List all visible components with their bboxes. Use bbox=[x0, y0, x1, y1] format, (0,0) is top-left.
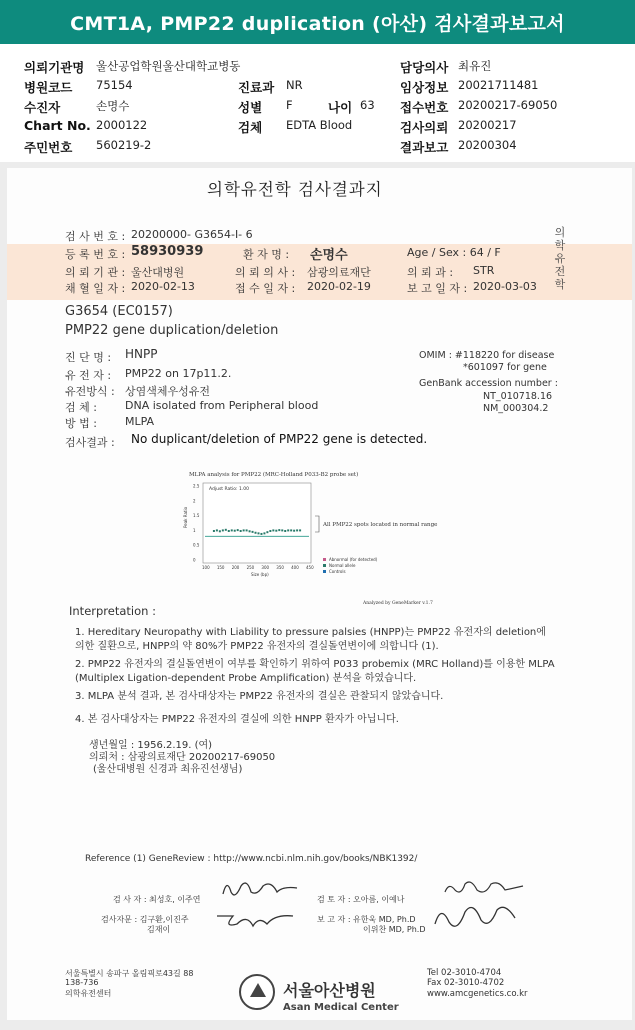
data-point bbox=[290, 529, 292, 531]
info-value: F bbox=[286, 98, 293, 112]
data-point bbox=[296, 529, 298, 531]
field-label: 환 자 명 : bbox=[243, 248, 290, 261]
field-label: 보 고 일 자 : bbox=[407, 282, 468, 295]
receive-date: 2020-02-19 bbox=[307, 280, 371, 293]
data-point bbox=[281, 529, 283, 531]
info-value: 최유진 bbox=[458, 59, 492, 73]
data-point bbox=[228, 530, 230, 532]
examiner: 검 사 자 : 최성호, 이주연 bbox=[113, 895, 201, 904]
interpretation-item: 3. MLPA 분석 결과, 본 검사대상자는 PMP22 유전자의 결실은 관찰되지 않았습니다. bbox=[75, 691, 444, 702]
requesting-doctor: 삼광의료재단 bbox=[307, 266, 371, 279]
genbank-id: NT_010718.16 bbox=[483, 391, 553, 402]
test-name: PMP22 gene duplication/deletion bbox=[65, 323, 279, 338]
gene: PMP22 on 17p11.2. bbox=[125, 367, 232, 380]
center-name: 의학유전센터 bbox=[65, 989, 112, 998]
data-point bbox=[272, 529, 274, 531]
report-heading: 의학유전학 검사결과지 bbox=[207, 180, 383, 199]
data-point bbox=[243, 529, 245, 531]
requesting-dept: STR bbox=[473, 264, 495, 277]
legend-swatch bbox=[323, 564, 326, 567]
data-point bbox=[257, 532, 259, 534]
field-label: 진 단 명 : bbox=[65, 351, 112, 364]
info-value: 손명수 bbox=[96, 99, 130, 113]
data-point bbox=[284, 530, 286, 532]
hospital-name-en: Asan Medical Center bbox=[283, 1002, 399, 1013]
diagnosis: HNPP bbox=[125, 347, 158, 361]
info-value: 20200217 bbox=[458, 118, 517, 132]
info-label: 검사의뢰 bbox=[400, 120, 449, 135]
info-value: 울산공업학원울산대학교병동 bbox=[96, 59, 241, 73]
report-banner bbox=[0, 0, 635, 44]
data-point bbox=[299, 529, 301, 531]
info-value: 63 bbox=[360, 98, 375, 112]
requesting-org: 울산대병원 bbox=[131, 266, 185, 279]
hospital-logo-icon bbox=[239, 974, 275, 1010]
data-point bbox=[213, 530, 215, 532]
data-point bbox=[222, 529, 224, 531]
info-label: 진료과 bbox=[238, 80, 275, 95]
y-tick-label: 2.5 bbox=[193, 483, 200, 489]
hospital-name-kr: 서울아산병원 bbox=[283, 981, 376, 1000]
data-point bbox=[240, 530, 242, 532]
y-tick-label: 0.5 bbox=[193, 542, 200, 548]
examiner-signature bbox=[217, 874, 307, 904]
legend-swatch bbox=[323, 558, 326, 561]
scanned-report bbox=[7, 168, 632, 1020]
x-tick-label: 300 bbox=[261, 565, 270, 570]
x-tick-label: 400 bbox=[291, 565, 299, 570]
info-label: 성별 bbox=[238, 100, 263, 115]
info-value: 560219-2 bbox=[96, 138, 152, 152]
info-value: EDTA Blood bbox=[286, 118, 353, 132]
data-point bbox=[269, 530, 271, 532]
info-label: 접수번호 bbox=[400, 100, 449, 115]
data-point bbox=[287, 529, 289, 531]
field-label: 의 뢰 의 사 : bbox=[235, 266, 296, 279]
side-label: 의학유전학 bbox=[554, 226, 566, 291]
age-sex: Age / Sex : 64 / F bbox=[407, 246, 501, 259]
x-tick-label: 350 bbox=[276, 565, 284, 570]
interpretation-item: 2. PMP22 유전자의 결실돌연변이 여부를 확인하기 위하여 P033 probemix (MRC Holland)를 이용한 MLPA (Multiplex Ligation-dependent Probe Amplification) 분석을 하였습니다. bbox=[75, 659, 555, 684]
data-point bbox=[231, 529, 233, 531]
info-label: Chart No. bbox=[24, 118, 91, 133]
data-point bbox=[263, 532, 265, 534]
field-label: 의 뢰 기 관 : bbox=[65, 266, 126, 279]
data-point bbox=[225, 529, 227, 531]
referring-doctor: (울산대병원 신경과 최유진선생님) bbox=[93, 764, 243, 775]
website: www.amcgenetics.co.kr bbox=[427, 989, 528, 999]
address: 서울특별시 송파구 올림픽로43길 88 bbox=[65, 969, 194, 978]
data-point bbox=[249, 530, 251, 532]
report-title: CMT1A, PMP22 duplication (아산) 검사결과보고서 bbox=[70, 12, 565, 35]
x-tick-label: 150 bbox=[216, 565, 225, 570]
data-point bbox=[246, 529, 248, 531]
referring-org: 의뢰처 : 삼광의료재단 20200217-69050 bbox=[89, 752, 276, 763]
x-tick-label: 200 bbox=[231, 565, 240, 570]
data-point bbox=[275, 530, 277, 532]
x-axis-label: Size (bp) bbox=[251, 572, 269, 577]
omim-gene: *601097 for gene bbox=[463, 362, 547, 373]
data-point bbox=[219, 530, 221, 532]
data-point bbox=[234, 530, 236, 532]
y-axis-label: Peak Ratio bbox=[183, 506, 188, 528]
postcode: 138-736 bbox=[65, 978, 99, 987]
data-point bbox=[255, 532, 257, 534]
data-point bbox=[252, 531, 254, 533]
x-tick-label: 100 bbox=[202, 565, 210, 570]
patient-name: 손명수 bbox=[310, 248, 348, 263]
data-point bbox=[237, 529, 239, 531]
reviewer: 검 토 자 : 오아름, 이예나 bbox=[317, 895, 405, 904]
field-label: 유전방식 : bbox=[65, 385, 115, 398]
test-code: G3654 (EC0157) bbox=[65, 304, 173, 319]
bracket bbox=[315, 516, 319, 532]
specimen: DNA isolated from Peripheral blood bbox=[125, 399, 319, 412]
result-label: 검사결과 : bbox=[65, 436, 115, 449]
test-number: 20200000- G3654-I- 6 bbox=[131, 228, 253, 241]
y-tick-label: 1.5 bbox=[193, 513, 200, 519]
info-label: 임상정보 bbox=[400, 80, 449, 95]
info-label: 검체 bbox=[238, 120, 263, 135]
chart-footer: Analyzed by GeneMarker v.1.7 bbox=[363, 601, 433, 606]
field-label: 의 뢰 과 : bbox=[407, 266, 454, 279]
fax: Fax 02-3010-4702 bbox=[427, 978, 505, 988]
method: MLPA bbox=[125, 415, 155, 428]
data-point bbox=[260, 533, 262, 535]
data-point bbox=[216, 529, 218, 531]
telephone: Tel 02-3010-4704 bbox=[427, 968, 502, 978]
field-label: 검 사 번 호 : bbox=[65, 230, 126, 243]
chart-annotation: All PMP22 spots located in normal range bbox=[323, 522, 438, 528]
y-tick-label: 0 bbox=[193, 557, 196, 563]
advisor-signature bbox=[213, 906, 303, 934]
report-date: 2020-03-03 bbox=[473, 280, 537, 293]
field-label: 접 수 일 자 : bbox=[235, 282, 296, 295]
legend-entry: Controls bbox=[329, 569, 346, 574]
x-tick-label: 450 bbox=[306, 565, 314, 570]
patient-info-panel bbox=[0, 44, 635, 162]
field-label: 채 혈 일 자 : bbox=[65, 282, 126, 295]
reporter-signature bbox=[427, 894, 527, 940]
field-label: 방 법 : bbox=[65, 417, 97, 430]
info-value: 20200304 bbox=[458, 138, 517, 152]
registration-number: 58930939 bbox=[131, 244, 204, 259]
reporter: 보 고 자 : 유한욱 MD, Ph.D bbox=[317, 915, 416, 924]
legend-entry: Normal allele bbox=[329, 563, 356, 568]
field-label: 유 전 자 : bbox=[65, 369, 112, 382]
info-label: 결과보고 bbox=[400, 140, 449, 155]
result-text: No duplicant/deletion of PMP22 gene is detected. bbox=[131, 432, 428, 446]
field-label: 검 체 : bbox=[65, 401, 97, 414]
plot-area bbox=[203, 483, 311, 563]
field-label: 등 록 번 호 : bbox=[65, 248, 126, 261]
info-label: 담당의사 bbox=[400, 60, 449, 75]
adjust-ratio: Adjust Ratio: 1.00 bbox=[209, 487, 250, 492]
genbank-label: GenBank accession number : bbox=[419, 378, 558, 389]
y-tick-label: 1 bbox=[193, 527, 196, 533]
inheritance: 상염색체우성유전 bbox=[125, 385, 211, 398]
interpretation-item: 1. Hereditary Neuropathy with Liability to pressure palsies (HNPP)는 PMP22 유전자의 deletion에 의한 질환으로, HNPP의 약 80%가 PMP22 유전자의 결실돌연변이에 의합니다 (1). bbox=[75, 627, 546, 652]
reference: Reference (1) GeneReview : http://www.ncbi.nlm.nih.gov/books/NBK1392/ bbox=[85, 854, 418, 864]
interpretation-title: Interpretation : bbox=[69, 604, 156, 618]
info-label: 주민번호 bbox=[24, 140, 73, 155]
x-tick-label: 250 bbox=[246, 565, 255, 570]
data-point bbox=[266, 531, 268, 533]
info-label: 의뢰기관명 bbox=[24, 60, 85, 75]
info-value: 20200217-69050 bbox=[458, 98, 558, 112]
interpretation-item: 4. 본 검사대상자는 PMP22 유전자의 결실에 의한 HNPP 환자가 아닙니다. bbox=[75, 714, 399, 725]
legend-entry: Abnormal (for detected) bbox=[329, 557, 378, 562]
info-value: 75154 bbox=[96, 78, 133, 92]
info-value: NR bbox=[286, 78, 303, 92]
reporter: 이위찬 MD, Ph.D bbox=[363, 925, 426, 934]
data-point bbox=[278, 529, 280, 531]
advisor: 검사자문 : 김구환,이진주 bbox=[101, 915, 189, 924]
data-point bbox=[293, 530, 295, 532]
birth-date: 생년월일 : 1956.2.19. (여) bbox=[89, 740, 213, 751]
chart-title: MLPA analysis for PMP22 (MRC-Holland P033-B2 probe set) bbox=[189, 472, 359, 478]
y-tick-label: 2 bbox=[193, 498, 196, 504]
info-label: 수진자 bbox=[24, 100, 61, 115]
info-value: 2000122 bbox=[96, 118, 148, 132]
info-label: 나이 bbox=[328, 100, 353, 115]
info-value: 20021711481 bbox=[458, 78, 539, 92]
genbank-id: NM_000304.2 bbox=[483, 403, 549, 414]
legend-swatch bbox=[323, 570, 326, 573]
advisor: 김재이 bbox=[147, 925, 171, 934]
omim-disease: OMIM : #118220 for disease bbox=[419, 350, 555, 361]
mlpa-chart bbox=[183, 472, 473, 606]
collection-date: 2020-02-13 bbox=[131, 280, 195, 293]
info-label: 병원코드 bbox=[24, 80, 73, 95]
